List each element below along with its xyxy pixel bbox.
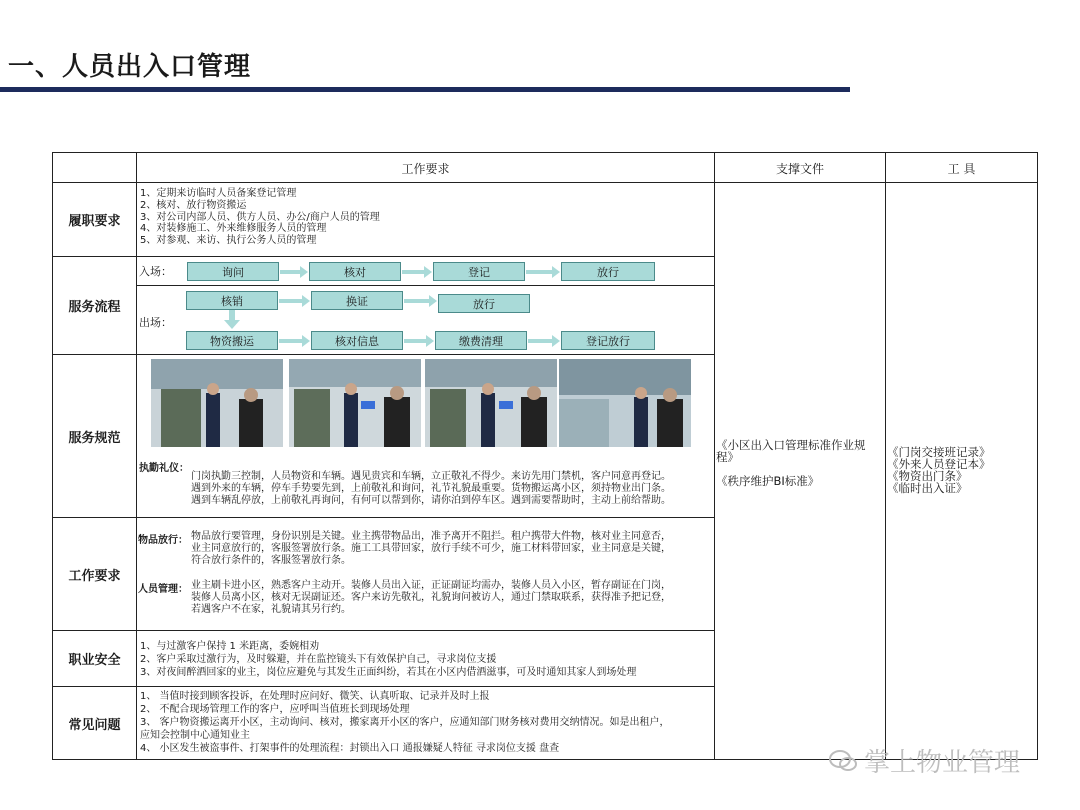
duties-list <box>140 188 380 247</box>
tool-item: 《门岗交接班记录》 <box>887 445 991 459</box>
text-line: 符合放行条件的，客服签署放行条。 <box>191 554 351 566</box>
doc-item: 程》 <box>716 450 739 464</box>
arrow-right-icon <box>280 268 308 276</box>
faq-list <box>140 690 670 755</box>
text-line: 物品放行要管理，身份识别是关键。业主携带物品出，准予离开不阻拦。租户携带大件物，核对业主同意否， <box>191 531 671 542</box>
flow-step-entry: 放行 <box>561 262 655 281</box>
tools-list <box>887 446 991 494</box>
doc-item: 《小区出入口管理标准作业规 <box>716 438 866 452</box>
list-item: 1、定期来访临时人员备案登记管理 <box>140 188 297 199</box>
row-label-safety: 职业安全 <box>68 653 121 668</box>
flow-step-entry: 核对 <box>309 262 401 281</box>
arrow-right-icon <box>279 297 310 305</box>
flow-step-entry: 询问 <box>187 262 279 281</box>
list-item: 5、对参观、来访、执行公务人员的管理 <box>140 235 317 247</box>
row-label-faq: 常见问题 <box>68 717 121 733</box>
arrow-right-icon <box>402 268 432 276</box>
list-item: 应知会控制中心通知业主 <box>140 730 250 741</box>
list-item: 3、对公司内部人员、供方人员、办公/商户人员的管理 <box>140 211 380 223</box>
flow-step-exit: 缴费清理 <box>435 331 527 350</box>
exit-label: 出场： <box>139 316 172 329</box>
personnel-label: 人员管理： <box>138 584 188 595</box>
arrow-down-icon <box>224 310 240 330</box>
list-item: 3、对夜间醉酒回家的业主，岗位应避免与其发生正面纠纷，若其在小区内借酒滋事，可及时通知其家人到场处理 <box>140 667 637 678</box>
arrow-right-icon <box>404 337 434 345</box>
entry-label: 入场： <box>139 265 172 278</box>
guard-photo <box>151 359 283 447</box>
guard-photo <box>559 359 691 447</box>
wechat-icon <box>828 748 858 774</box>
row-label-work: 工作要求 <box>68 568 121 584</box>
list-item: 1、 当值时接到顾客投诉，在处理时应问好、微笑、认真听取、记录并及时上报 <box>140 691 490 702</box>
etiquette-label: 执勤礼仪： <box>139 463 189 474</box>
text-line: 装修人员离小区，核对无误副证还。客户来访先敬礼，礼貌询问被访人，通过门禁取联系，获得准予把记登， <box>191 591 671 603</box>
tool-item: 《外来人员登记本》 <box>887 457 991 471</box>
arrow-right-icon <box>279 337 310 345</box>
flow-step-exit: 放行 <box>438 294 530 313</box>
arrow-right-icon <box>528 337 560 345</box>
flow-step-exit: 核销 <box>186 291 278 310</box>
text-line: 业主刷卡进小区，熟悉客户主动开。装修人员出入证，正证副证均需办，装修人员入小区，暂存副证在门岗， <box>191 580 671 591</box>
text-line: 遇到车辆乱停放，上前敬礼再询问，有何可以帮到你，请你泊到停车区。遇到需要帮助时，主动上前给帮助。 <box>191 494 671 506</box>
flow-step-exit: 登记放行 <box>561 331 655 350</box>
list-item: 2、核对、放行物资搬运 <box>140 199 247 211</box>
title-underline <box>0 87 850 92</box>
release-text <box>191 531 671 566</box>
safety-list <box>140 640 636 679</box>
supporting-docs-list <box>716 439 866 487</box>
doc-item: 《秩序维护BI标准》 <box>716 474 820 488</box>
row-label-duties: 履职要求 <box>68 214 121 229</box>
text-line: 若遇客户不在家，礼貌请其另行约。 <box>191 603 351 615</box>
list-item: 4、对装修施工、外来维修服务人员的管理 <box>140 223 327 235</box>
arrow-right-icon <box>526 268 560 276</box>
header-supporting-docs: 支撑文件 <box>775 161 824 176</box>
text-line: 遇到外来的车辆，停车手势要先到，上前敬礼和询问，礼节礼貌最重要。货物搬运离小区，须持物业出门条。 <box>191 482 671 494</box>
header-tools: 工 具 <box>947 161 976 176</box>
row-label-norms: 服务规范 <box>68 430 121 446</box>
etiquette-text <box>191 471 671 506</box>
management-table <box>52 152 1038 760</box>
watermark <box>828 742 1020 779</box>
watermark-text: 掌上物业管理 <box>864 748 1021 778</box>
guard-photo <box>289 359 421 447</box>
arrow-right-icon <box>404 297 437 305</box>
header-work-requirements: 工作要求 <box>401 161 450 176</box>
row-label-process: 服务流程 <box>68 300 121 315</box>
text-line: 业主同意放行的，客服签署放行条。施工工具带回家，放行手续不可少，施工材料带回家，业主同意是关键， <box>191 542 671 554</box>
page-title: 一、人员出入口管理 <box>8 52 252 82</box>
flow-step-entry: 登记 <box>433 262 525 281</box>
tool-item: 《物资出门条》 <box>887 469 968 483</box>
list-item: 1、与过激客户保持 1 米距离，委婉相劝 <box>140 641 320 652</box>
text-line: 门岗执勤三控制，人员物资和车辆。遇见贵宾和车辆，立正敬礼不得少。来访先用门禁机，客户同意再登记。 <box>191 471 671 482</box>
list-item: 4、 小区发生被盗事件、打架事件的处理流程：封锁出入口 通报嫌疑人特征 寻求岗位支援 盘查 <box>140 743 560 754</box>
flow-step-exit: 核对信息 <box>311 331 403 350</box>
personnel-text <box>191 580 671 615</box>
list-item: 3、 客户物资搬运离开小区，主动询问、核对，搬家离开小区的客户，应通知部门财务核对费用交纳情况。如是出租户， <box>140 717 670 728</box>
flow-step-exit: 换证 <box>311 291 403 310</box>
tool-item: 《临时出入证》 <box>887 481 968 495</box>
guard-photo <box>425 359 557 447</box>
release-label: 物品放行： <box>138 535 188 546</box>
flow-step-exit: 物资搬运 <box>186 331 278 350</box>
list-item: 2、客户采取过激行为，及时躲避，并在监控镜头下有效保护自己，寻求岗位支援 <box>140 654 497 665</box>
list-item: 2、 不配合现场管理工作的客户，应呼叫当值班长到现场处理 <box>140 704 410 715</box>
